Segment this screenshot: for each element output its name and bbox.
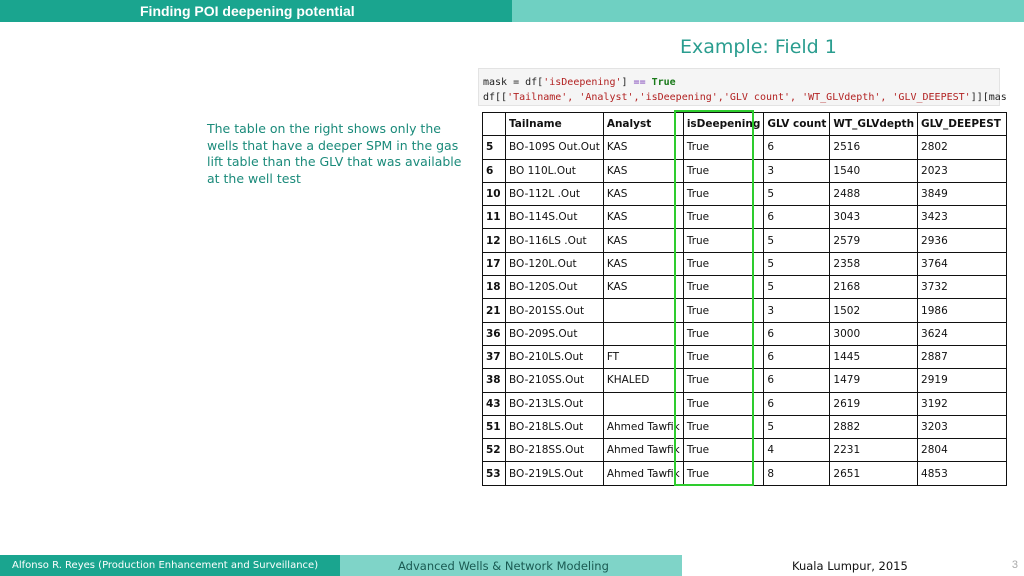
table-row (483, 439, 1007, 462)
code-line2-str: 'Tailname', 'Analyst','isDeepening','GLV count', 'WT_GLVdepth', 'GLV_DEEPEST' (507, 92, 971, 103)
cell-wt-glvdepth: 2579 (830, 229, 918, 252)
cell-index: 6 (483, 159, 506, 182)
cell-isdeepening: True (683, 345, 764, 368)
cell-glv-count: 3 (764, 299, 830, 322)
footer-bar (0, 555, 1024, 576)
footer-right (682, 555, 1024, 576)
cell-index: 51 (483, 415, 506, 438)
cell-analyst: Ahmed Tawfik (603, 462, 683, 485)
cell-index: 43 (483, 392, 506, 415)
table-row (483, 299, 1007, 322)
table-row (483, 206, 1007, 229)
page-number: 3 (1011, 559, 1018, 571)
table-row (483, 136, 1007, 159)
table-row (483, 159, 1007, 182)
cell-index: 10 (483, 182, 506, 205)
header-analyst: Analyst (603, 113, 683, 136)
table-row (483, 276, 1007, 299)
cell-glv-deepest: 3624 (918, 322, 1007, 345)
cell-glv-count: 5 (764, 415, 830, 438)
cell-glv-deepest: 2802 (918, 136, 1007, 159)
cell-glv-deepest: 3732 (918, 276, 1007, 299)
header-glv-count: GLV count (764, 113, 830, 136)
cell-index: 11 (483, 206, 506, 229)
cell-glv-count: 6 (764, 206, 830, 229)
header-index (483, 113, 506, 136)
cell-tailname: BO-116LS .Out (506, 229, 604, 252)
cell-wt-glvdepth: 2516 (830, 136, 918, 159)
cell-analyst: KAS (603, 206, 683, 229)
description-text: The table on the right shows only the wells that have a deeper SPM in the gas lift table than the GLV that was available at the well test (207, 121, 462, 186)
code-line1-str: 'isDeepening' (543, 77, 622, 88)
cell-glv-count: 6 (764, 392, 830, 415)
table-row (483, 392, 1007, 415)
cell-isdeepening: True (683, 252, 764, 275)
cell-glv-deepest: 4853 (918, 462, 1007, 485)
cell-glv-deepest: 3203 (918, 415, 1007, 438)
code-line2-a: df[[ (483, 92, 508, 103)
cell-wt-glvdepth: 1445 (830, 345, 918, 368)
cell-wt-glvdepth: 1502 (830, 299, 918, 322)
cell-glv-count: 6 (764, 322, 830, 345)
table-row (483, 462, 1007, 485)
cell-index: 18 (483, 276, 506, 299)
cell-wt-glvdepth: 3043 (830, 206, 918, 229)
cell-isdeepening: True (683, 159, 764, 182)
cell-glv-count: 5 (764, 276, 830, 299)
cell-glv-deepest: 3192 (918, 392, 1007, 415)
cell-tailname: BO-209S.Out (506, 322, 604, 345)
cell-wt-glvdepth: 3000 (830, 322, 918, 345)
cell-glv-deepest: 3764 (918, 252, 1007, 275)
footer-location: Kuala Lumpur, 2015 (792, 559, 908, 573)
cell-glv-count: 8 (764, 462, 830, 485)
cell-glv-deepest: 2919 (918, 369, 1007, 392)
cell-tailname: BO-114S.Out (506, 206, 604, 229)
table-row (483, 322, 1007, 345)
cell-wt-glvdepth: 2168 (830, 276, 918, 299)
header-wt-glvdepth: WT_GLVdepth (830, 113, 918, 136)
cell-isdeepening: True (683, 392, 764, 415)
cell-wt-glvdepth: 1540 (830, 159, 918, 182)
cell-analyst (603, 392, 683, 415)
cell-tailname: BO-120S.Out (506, 276, 604, 299)
cell-index: 17 (483, 252, 506, 275)
cell-analyst: Ahmed Tawfik (603, 415, 683, 438)
header-bar-light (512, 0, 1024, 22)
header-bar (0, 0, 1024, 22)
cell-tailname: BO-112L .Out (506, 182, 604, 205)
cell-tailname: BO-201SS.Out (506, 299, 604, 322)
cell-glv-deepest: 2023 (918, 159, 1007, 182)
cell-index: 52 (483, 439, 506, 462)
cell-isdeepening: True (683, 462, 764, 485)
cell-isdeepening: True (683, 136, 764, 159)
cell-glv-deepest: 1986 (918, 299, 1007, 322)
footer-middle (340, 555, 682, 576)
cell-analyst (603, 299, 683, 322)
dataframe-table (482, 112, 1007, 486)
cell-wt-glvdepth: 2231 (830, 439, 918, 462)
cell-wt-glvdepth: 1479 (830, 369, 918, 392)
cell-wt-glvdepth: 2358 (830, 252, 918, 275)
cell-wt-glvdepth: 2882 (830, 415, 918, 438)
cell-isdeepening: True (683, 182, 764, 205)
cell-analyst: KAS (603, 252, 683, 275)
header-isdeepening: isDeepening (683, 113, 764, 136)
cell-glv-count: 6 (764, 369, 830, 392)
cell-glv-deepest: 2936 (918, 229, 1007, 252)
cell-tailname: BO-218SS.Out (506, 439, 604, 462)
code-line1-a: mask = df[ (483, 77, 544, 88)
cell-index: 21 (483, 299, 506, 322)
cell-analyst: KHALED (603, 369, 683, 392)
cell-glv-count: 6 (764, 136, 830, 159)
table-row (483, 229, 1007, 252)
cell-wt-glvdepth: 2619 (830, 392, 918, 415)
cell-glv-deepest: 3423 (918, 206, 1007, 229)
cell-glv-count: 3 (764, 159, 830, 182)
code-line1-kw: True (645, 77, 676, 88)
header-glv-deepest: GLV_DEEPEST (918, 113, 1007, 136)
cell-analyst (603, 322, 683, 345)
cell-tailname: BO-210SS.Out (506, 369, 604, 392)
footer-left (0, 555, 340, 576)
cell-analyst: KAS (603, 182, 683, 205)
cell-glv-count: 5 (764, 182, 830, 205)
cell-glv-count: 5 (764, 229, 830, 252)
cell-index: 53 (483, 462, 506, 485)
cell-analyst: KAS (603, 229, 683, 252)
header-tailname: Tailname (506, 113, 604, 136)
cell-wt-glvdepth: 2488 (830, 182, 918, 205)
cell-isdeepening: True (683, 299, 764, 322)
table-row (483, 415, 1007, 438)
example-title: Example: Field 1 (680, 36, 837, 58)
table-header-row (483, 113, 1007, 136)
cell-index: 38 (483, 369, 506, 392)
cell-analyst: KAS (603, 159, 683, 182)
cell-wt-glvdepth: 2651 (830, 462, 918, 485)
cell-tailname: BO 110L.Out (506, 159, 604, 182)
cell-index: 36 (483, 322, 506, 345)
cell-analyst: KAS (603, 276, 683, 299)
cell-isdeepening: True (683, 415, 764, 438)
cell-index: 5 (483, 136, 506, 159)
cell-isdeepening: True (683, 322, 764, 345)
cell-tailname: BO-109S Out.Out (506, 136, 604, 159)
cell-tailname: BO-213LS.Out (506, 392, 604, 415)
cell-tailname: BO-120L.Out (506, 252, 604, 275)
code-line2-c: ]][mas (970, 92, 1007, 103)
table-row (483, 182, 1007, 205)
table-row (483, 345, 1007, 368)
cell-glv-count: 6 (764, 345, 830, 368)
cell-isdeepening: True (683, 369, 764, 392)
cell-glv-count: 4 (764, 439, 830, 462)
cell-glv-count: 5 (764, 252, 830, 275)
table-row (483, 252, 1007, 275)
cell-isdeepening: True (683, 206, 764, 229)
cell-index: 37 (483, 345, 506, 368)
footer-course: Advanced Wells & Network Modeling (398, 559, 609, 573)
footer-author: Alfonso R. Reyes (Production Enhancement and Surveillance) (12, 560, 319, 571)
slide-section-title: Finding POI deepening potential (140, 3, 355, 19)
cell-tailname: BO-219LS.Out (506, 462, 604, 485)
cell-isdeepening: True (683, 229, 764, 252)
cell-analyst: FT (603, 345, 683, 368)
cell-analyst: KAS (603, 136, 683, 159)
cell-isdeepening: True (683, 439, 764, 462)
cell-glv-deepest: 2887 (918, 345, 1007, 368)
code-line1-op: == (633, 77, 646, 88)
code-line1-c: ] (621, 77, 634, 88)
cell-glv-deepest: 2804 (918, 439, 1007, 462)
code-cell (478, 68, 1007, 106)
cell-tailname: BO-218LS.Out (506, 415, 604, 438)
table-row (483, 369, 1007, 392)
cell-glv-deepest: 3849 (918, 182, 1007, 205)
cell-isdeepening: True (683, 276, 764, 299)
cell-tailname: BO-210LS.Out (506, 345, 604, 368)
cell-analyst: Ahmed Tawfik (603, 439, 683, 462)
cell-index: 12 (483, 229, 506, 252)
